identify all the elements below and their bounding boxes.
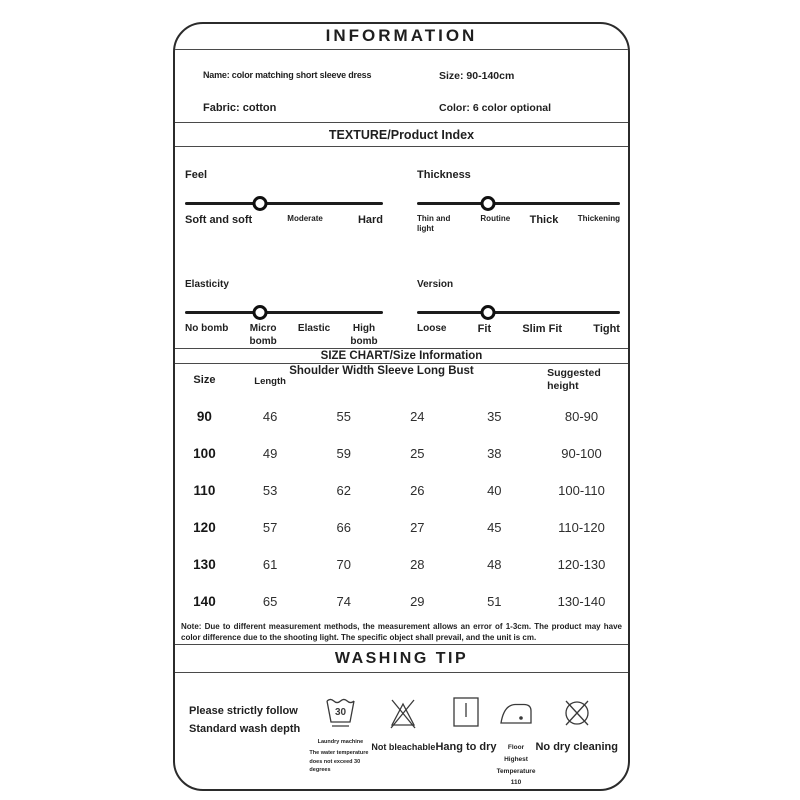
cell-sleeve: 28 xyxy=(410,557,425,573)
cell-sleeve: 24 xyxy=(410,409,425,425)
slider-feel xyxy=(185,147,383,255)
cell-shoulder: 62 xyxy=(336,483,351,499)
slider-version-labels xyxy=(417,323,620,335)
slider-elasticity xyxy=(185,255,383,348)
col-header-size: Size xyxy=(193,373,216,386)
merged-column-header: Shoulder Width Sleeve Long Bust xyxy=(289,364,474,377)
slider-elasticity-labels xyxy=(185,323,383,348)
washing-instructions xyxy=(175,673,628,789)
cell-bust: 48 xyxy=(487,557,502,573)
col-header-suggested-height: Suggested height xyxy=(547,366,601,393)
table-row xyxy=(175,398,628,435)
slider-thickness-track xyxy=(417,196,620,210)
slider-label: Loose xyxy=(417,323,447,335)
svg-text:30: 30 xyxy=(334,707,346,719)
slider-label: Slim Fit xyxy=(522,323,563,336)
field-name: Name: color matching short sleeve dress xyxy=(203,69,372,80)
slider-thickness-title: Thickness xyxy=(417,169,471,182)
cell-shoulder: 66 xyxy=(336,520,351,536)
slider-label: No bomb xyxy=(185,323,229,335)
cell-height: 80-90 xyxy=(564,409,599,425)
slider-elasticity-track xyxy=(185,305,383,319)
table-row xyxy=(175,546,628,583)
iron-low-temp-icon xyxy=(497,681,535,733)
wash-item-machine-wash xyxy=(309,677,371,789)
wash-item-no-dry-clean xyxy=(535,677,618,789)
field-color: Color: 6 color optional xyxy=(439,102,551,115)
field-size: Size: 90-140cm xyxy=(439,69,515,82)
cell-sleeve: 27 xyxy=(410,520,425,536)
slider-label: Fit xyxy=(477,323,492,336)
size-chart-table xyxy=(175,398,628,620)
cell-size: 130 xyxy=(193,557,216,573)
product-info-card xyxy=(173,22,630,791)
washing-tip-header: WASHING TIP xyxy=(175,645,628,673)
information-header: INFORMATION xyxy=(175,24,628,50)
slider-version-knob[interactable] xyxy=(481,305,496,320)
product-info-fields xyxy=(175,50,628,122)
slider-version xyxy=(417,255,620,348)
table-row xyxy=(175,435,628,472)
slider-label: Moderate xyxy=(287,214,323,224)
slider-elasticity-title: Elasticity xyxy=(185,279,229,291)
cell-length: 46 xyxy=(262,409,278,425)
slider-feel-title: Feel xyxy=(185,169,208,182)
cell-length: 57 xyxy=(262,520,278,536)
field-fabric: Fabric: cotton xyxy=(203,102,277,115)
slider-track-line xyxy=(185,311,383,314)
slider-feel-track xyxy=(185,196,383,210)
texture-section-title: TEXTURE/Product Index xyxy=(175,122,628,147)
do-not-bleach-icon xyxy=(384,681,422,733)
slider-feel-knob[interactable] xyxy=(253,196,268,211)
cell-bust: 51 xyxy=(487,594,502,610)
table-row xyxy=(175,472,628,509)
cell-bust: 35 xyxy=(487,409,502,425)
cell-height: 130-140 xyxy=(557,594,606,610)
cell-length: 53 xyxy=(262,483,278,499)
slider-elasticity-knob[interactable] xyxy=(253,305,268,320)
slider-label: Thick xyxy=(529,214,559,227)
slider-label: Soft and soft xyxy=(185,214,253,227)
cell-height: 100-110 xyxy=(558,483,605,499)
wash-item-no-bleach xyxy=(371,677,435,789)
cell-size: 90 xyxy=(196,409,212,425)
slider-version-title: Version xyxy=(417,279,454,291)
cell-height: 110-120 xyxy=(558,520,605,536)
slider-label: Micro bomb xyxy=(249,323,277,347)
cell-height: 120-130 xyxy=(557,557,606,573)
cell-shoulder: 74 xyxy=(336,594,351,610)
measurement-note: Note: Due to different measurement methods, the measurement allows an error of 1-3cm. The product may have color difference due to the shooting light. The specific object shall prevail, and the unit is cm. xyxy=(175,620,628,645)
table-row xyxy=(175,583,628,620)
cell-shoulder: 55 xyxy=(336,409,351,425)
wash-item-caption: Hang to dry xyxy=(435,741,497,754)
cell-sleeve: 26 xyxy=(410,483,425,499)
slider-feel-labels xyxy=(185,214,383,226)
cell-length: 49 xyxy=(262,446,278,462)
size-chart-title: SIZE CHART/Size Information xyxy=(175,348,628,364)
wash-item-caption: No dry cleaning xyxy=(535,741,618,754)
slider-label: Hard xyxy=(357,214,383,227)
cell-sleeve: 29 xyxy=(410,594,425,610)
wash-item-iron xyxy=(497,677,536,789)
slider-label: High bomb xyxy=(350,323,378,347)
texture-sliders xyxy=(175,147,628,348)
cell-length: 61 xyxy=(262,557,278,573)
slider-label: Thin and light xyxy=(417,214,451,234)
slider-label: Thickening xyxy=(577,214,620,224)
cell-size: 120 xyxy=(193,520,216,536)
washing-intro-text: Please strictly follow Standard wash depth xyxy=(189,705,301,735)
col-header-length: Length xyxy=(254,375,286,387)
slider-track-line xyxy=(185,202,383,205)
table-row xyxy=(175,509,628,546)
slider-label: Elastic xyxy=(297,323,331,335)
column-headers xyxy=(175,364,628,393)
slider-label: Routine xyxy=(480,214,511,224)
wash-item-caption: Not bleachable xyxy=(371,742,436,753)
cell-bust: 40 xyxy=(487,483,502,499)
wash-item-caption: Floor Highest Temperature 110 xyxy=(496,744,536,787)
cell-size: 140 xyxy=(193,594,216,610)
wash-item-hang-dry xyxy=(435,677,496,789)
slider-thickness-labels xyxy=(417,214,620,234)
cell-size: 100 xyxy=(193,446,216,462)
cell-bust: 38 xyxy=(487,446,502,462)
hang-to-dry-icon xyxy=(449,681,483,733)
slider-thickness-knob[interactable] xyxy=(481,196,496,211)
slider-track-line xyxy=(417,202,620,205)
size-chart-header xyxy=(175,364,628,398)
cell-shoulder: 59 xyxy=(336,446,351,462)
slider-track-line xyxy=(417,311,620,314)
slider-thickness xyxy=(417,147,620,255)
cell-bust: 45 xyxy=(487,520,502,536)
cell-sleeve: 25 xyxy=(410,446,425,462)
wash-item-caption: Laundry machine The water temperature does not exceed 30 degrees xyxy=(309,739,369,773)
machine-wash-30-icon xyxy=(323,681,358,733)
cell-height: 90-100 xyxy=(561,446,602,462)
slider-version-track xyxy=(417,305,620,319)
no-dry-clean-icon xyxy=(558,681,596,733)
slider-label: Tight xyxy=(593,323,620,336)
cell-shoulder: 70 xyxy=(336,557,351,573)
cell-size: 110 xyxy=(193,483,216,499)
cell-length: 65 xyxy=(262,594,278,610)
